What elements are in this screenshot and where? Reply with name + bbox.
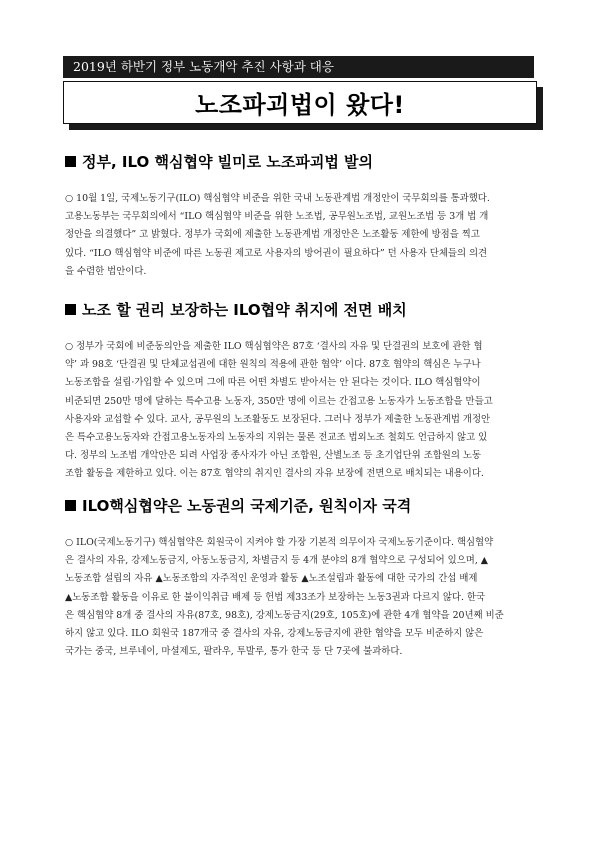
paragraph-line: ▲노동조합 활동을 이유로 한 불이익취급 배제 등 헌법 제33조가 보장하는 노동3권과 다르지 않다. 한국	[65, 591, 486, 603]
paragraph-line: ○ 정부가 국회에 비준동의안을 제출한 ILO 핵심협약은 87호 ‘결사의 자유 및 단결권의 보호에 관한 협	[65, 341, 483, 352]
section-title-text: 노조 할 권리 보장하는 ILO협약 취지에 전면 배치	[82, 300, 407, 319]
section-paragraph	[65, 190, 543, 281]
square-bullet-icon	[65, 156, 76, 167]
paragraph-line: 있다. “ILO 핵심협약 비준에 따른 노동권 제고로 사용자의 방어권이 필요하다” 던 사용자 단체들의 의견	[65, 247, 488, 259]
section-paragraph	[65, 534, 543, 661]
paragraph-line: 은 핵심협약 8개 중 결사의 자유(87호, 98호), 강제노동금지(29호, 105호)에 관한 4개 협약을 20년째 비준	[65, 609, 504, 621]
paragraph-line: 고용노동부는 국무회의에서 “ILO 핵심협약 비준을 위한 노조법, 공무원노조법, 교원노조법 등 3개 법 개	[65, 211, 489, 223]
paragraph-line: 은 특수고용노동자와 간접고용노동자의 노동자의 지위는 물론 전교조 법외노조 철회도 언급하지 않고 있	[65, 432, 488, 444]
document-title: 노조파괴법이 왔다!	[63, 81, 537, 124]
section-title-text: ILO핵심협약은 노동권의 국제기준, 원칙이자 국격	[82, 496, 412, 515]
section-1	[65, 151, 543, 281]
paragraph-line: 은 결사의 자유, 강제노동금지, 아동노동금지, 차별금지 등 4개 분야의 8개 협약으로 구성되어 있으며, ▲	[65, 555, 488, 567]
paragraph-line: 노동조합 설립의 자유 ▲노동조합의 자주적인 운영과 활동 ▲노조설립과 활동에 대한 국가의 간섭 배제	[65, 573, 478, 585]
paragraph-line: 사용자와 교섭할 수 있다. 교사, 공무원의 노조활동도 보장된다. 그러나 정부가 제출한 노동관계법 개정안	[65, 413, 491, 425]
section-3	[65, 495, 543, 661]
section-title	[65, 495, 543, 515]
section-title-text: 정부, ILO 핵심협약 빌미로 노조파괴법 발의	[82, 152, 374, 171]
section-title	[65, 151, 543, 171]
paragraph-line: ○ ILO(국제노동기구) 핵심협약은 회원국이 지켜야 할 가장 기본적 의무이자 국제노동기준이다. 핵심협약	[65, 537, 494, 548]
paragraph-line: 약’ 과 98호 ‘단결권 및 단체교섭권에 대한 원칙의 적용에 관한 협약’ 이다. 87호 협약의 핵심은 누구나	[65, 359, 481, 371]
paragraph-line: ○ 10월 1일, 국제노동기구(ILO) 핵심협약 비준을 위한 국내 노동관계법 개정안이 국무회의를 통과했다.	[65, 193, 490, 204]
paragraph-line: 조합 활동을 제한하고 있다. 이는 87호 협약의 취지인 결사의 자유 보장에 전면으로 배치되는 내용이다.	[65, 468, 484, 480]
section-2	[65, 299, 543, 484]
paragraph-line: 을 수렴한 법안이다.	[65, 265, 147, 277]
paragraph-line: 하지 않고 있다. ILO 회원국 187개국 중 결사의 자유, 강제노동금지에 관한 협약을 모두 비준하지 않은	[65, 628, 484, 640]
paragraph-line: 정안을 의결했다” 고 밝혔다. 정부가 국회에 제출한 노동관계법 개정안은 노조활동 제한에 방점을 찍고	[65, 229, 480, 241]
paragraph-line: 비준되면 250만 명에 달하는 특수고용 노동자, 350만 명에 이르는 간접고용 노동자가 노동조합을 만들고	[65, 395, 493, 407]
section-title	[65, 299, 543, 319]
section-paragraph	[65, 338, 543, 484]
paragraph-line: 다. 정부의 노조법 개악안은 되려 사업장 종사자가 아닌 조합원, 산별노조 등 초기업단위 조합원의 노동	[65, 450, 482, 462]
header-subtitle: 2019년 하반기 정부 노동개악 추진 사항과 대응	[63, 56, 534, 78]
paragraph-line: 국가는 중국, 브루네이, 마셜제도, 팔라우, 투발루, 통가 한국 등 단 7곳에 불과하다.	[65, 646, 403, 658]
square-bullet-icon	[65, 500, 76, 511]
document-header	[63, 56, 546, 124]
square-bullet-icon	[65, 304, 76, 315]
paragraph-line: 노동조합을 설립·가입할 수 있으며 그에 따른 어떤 차별도 받아서는 안 된다는 것이다. ILO 핵심협약이	[65, 377, 481, 389]
